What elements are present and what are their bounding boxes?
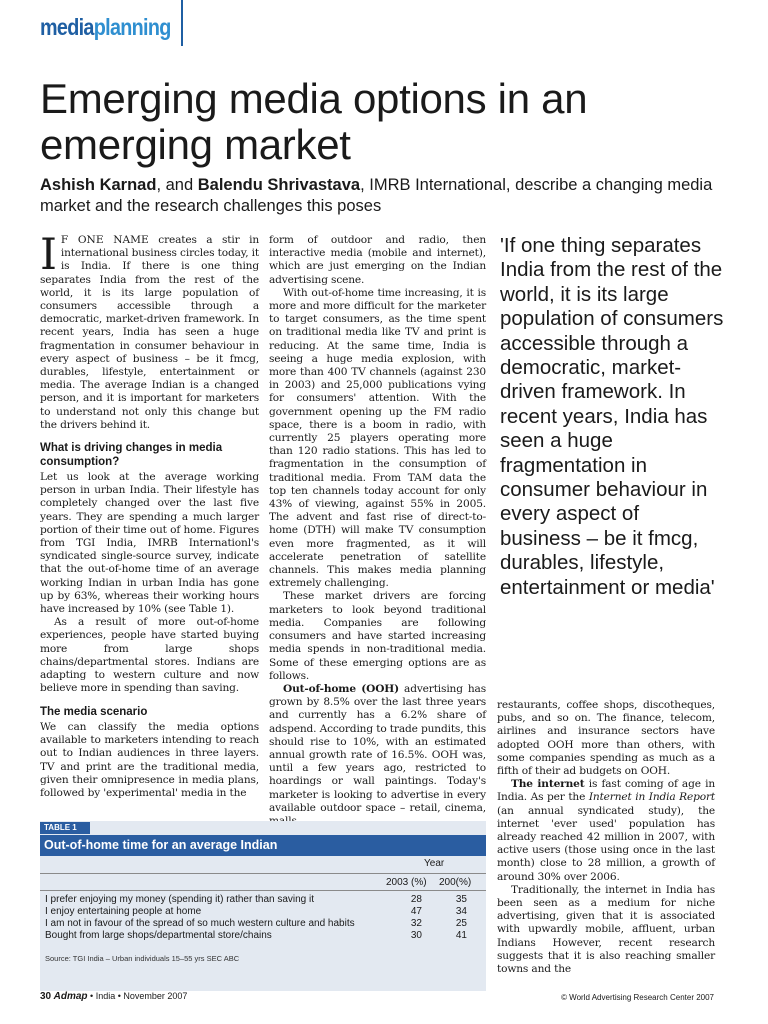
author-separator: , and [156, 176, 198, 194]
subhead-media-scenario: The media scenario [40, 705, 148, 718]
subhead-drivers: What is driving changes in media consumption? [40, 442, 223, 468]
table-row [40, 930, 486, 942]
row-label: I prefer enjoying my money (spending it) rather than saving it [45, 894, 315, 905]
row-value-2003: 28 [410, 894, 422, 905]
table-tag: TABLE 1 [40, 822, 90, 834]
magazine-name: Admap [53, 991, 88, 1002]
header-rule [40, 890, 486, 891]
row-label: I enjoy entertaining people at home [45, 906, 202, 917]
ooh-text: advertising has grown by 8.5% over the last three years and currently has a 6.2% share of adspend. According to trade pundits, this should rise to 10%, with an estimated annual growth rate of 16.5%. OOH was, until a few years ago, restricted to hoardings or wall paintings. Today's marketer is looking to advertise in every available outdoor space – retail, cinema, [269, 682, 486, 814]
drop-cap: I [40, 230, 57, 280]
headline-line-1: Emerging media options in an [40, 75, 588, 122]
section-label-media: media [40, 14, 94, 40]
row-value-200: 35 [455, 894, 467, 905]
row-value-2003: 32 [410, 918, 422, 929]
row-label: Bought from large shops/departmental store/chains [45, 930, 272, 941]
table-row [40, 894, 486, 906]
paragraph: These market drivers are forcing marketers to look beyond traditional media. Companies are following consumers and have started increasing media spends in non-traditional media. Some of these emerging options are as follows. [269, 590, 486, 682]
section-label [40, 14, 171, 41]
row-value-2003: 30 [410, 930, 422, 941]
table-row [40, 918, 486, 930]
row-value-2003: 47 [410, 906, 422, 917]
internet-lead: The internet [511, 778, 585, 791]
body-column-1 [40, 230, 259, 800]
standfirst-text: , IMRB International, describe a changing media market and the research challenges this poses [40, 176, 713, 215]
row-label: I am not in favour of the spread of so much western culture and habits [45, 918, 355, 929]
paragraph: form of outdoor and radio, then interactive media (mobile and internet), which are just emerging on the Indian advertising scene. [269, 234, 486, 286]
author-1: Ashish Karnad [40, 176, 157, 194]
section-label-planning: planning [93, 14, 171, 40]
report-title: Internet in India Report [588, 791, 715, 804]
row-value-200: 25 [455, 918, 467, 929]
paragraph: restaurants, coffee shops, discotheques, pubs, and so on. The finance, telecom, airlines and insurance sectors have adopted OOH more than others, with some companies spending as much as a fifth of their ad budgets on OOH. [497, 699, 715, 778]
internet-text-b: (an annual syndicated study), the internet 'ever used' population has already reached 42 million in 2007, with active users (those using once in the last month) close to 28 million, a growth of around 30% over 2006. [497, 804, 715, 883]
page-number: 30 [40, 991, 52, 1002]
table-title: Out-of-home time for an average Indian [40, 835, 486, 856]
paragraph: With out-of-home time increasing, it is more and more difficult for the marketer to target consumers, as the time spent on traditional media like TV and print is reducing. At the same time, India is seeing a huge media explosion, with more than 400 TV channels (against 230 in 2003) and 25,000 publications vying for consumers' attention. With the government opening up the FM radio space, there is a boom in radio, with currently 25 players operating more than 120 radio stations. This has led to fragmentation in the consumption of traditional media. From TAM data the top ten channels today account for only 43% of viewing, against 55% in 2005. The advent and fast rise of direct-to-home (DTH) will make TV consumption even more fragmented, as it will accelerate penetration of satellite channels. This makes media planning extremely challenging. [269, 286, 486, 590]
headline [40, 76, 740, 168]
standfirst [40, 175, 740, 217]
intro-caps: F ONE NAME [60, 234, 149, 246]
headline-line-2: emerging market [40, 121, 351, 168]
row-value-200: 41 [455, 930, 467, 941]
table-source: Source: TGI India – Urban individuals 15–55 yrs SEC ABC [45, 954, 240, 963]
table-row [40, 906, 486, 918]
copyright: © World Advertising Research Center 2007 [561, 993, 714, 1002]
section-rule [181, 0, 183, 46]
internet-text-a: is fast coming of age in India. As per the [497, 778, 715, 804]
intro-text: creates a stir in international business circles today, it is India. If there is one thing separates India from the rest of the world, it is its large population of consumers accessible through a democratic, market-driven framework. In recent years, India has seen a huge fragmentation in consumer behaviour in every aspect of business – be it fmcg, durables, lifestyle, entertainment or media. The average Indian is a changed person, and it is important for marketers to understand not only this change but the drivers behind it. [40, 234, 259, 431]
paragraph: Let us look at the average working person in urban India. Their lifestyle has completely changed over the last five years. They are spending a much larger portion of their time out of home. Figures from TGI India, IMRB Internationl's syndicated single-source survey, indicate that the out-of-home time of an average working Indian in urban India has gone up by 63%, whereas their working hours have increased by 10% (see Table 1). [40, 471, 259, 616]
body-column-3 [497, 699, 715, 976]
year-rule [40, 873, 486, 874]
paragraph: Traditionally, the internet in India has been seen as a medium for niche advertising, given that it is associated with upwardly mobile, affluent, urban Indians However, recent research suggests that it is also reaching smaller towns and the [497, 883, 715, 976]
pull-quote: 'If one thing separates India from the rest of the world, it is its large population of consumers accessible through a democratic, market-driven framework. In recent years, India has seen a huge fragmentation in consumer behaviour in every aspect of business – be it fmcg, durables, lifestyle, entertainment or media' [500, 234, 724, 599]
author-2: Balendu Shrivastava [197, 176, 361, 194]
paragraph-ooh [269, 683, 486, 828]
year-header: Year [424, 858, 445, 869]
column-header-200: 200(%) [439, 877, 472, 888]
footer-left [40, 991, 187, 1002]
paragraph: We can classify the media options available to marketers intending to reach out to Indian audiences in three layers. TV and print are the traditional media, given their omnipresence in media plans, followed by 'experimental' media in the [40, 721, 259, 800]
paragraph-internet [497, 778, 715, 884]
paragraph: As a result of more out-of-home experiences, people have started buying more from large shops chains/departmental stores. Indians are adapting to western culture and now believe more in spending than saving. [40, 616, 259, 695]
column-header-2003: 2003 (%) [386, 877, 427, 888]
ooh-lead: Out-of-home (OOH) [283, 682, 400, 695]
body-column-2 [269, 234, 486, 828]
row-value-200: 34 [455, 906, 467, 917]
issue-info: • India • November 2007 [87, 991, 188, 1001]
intro-paragraph [40, 230, 259, 432]
